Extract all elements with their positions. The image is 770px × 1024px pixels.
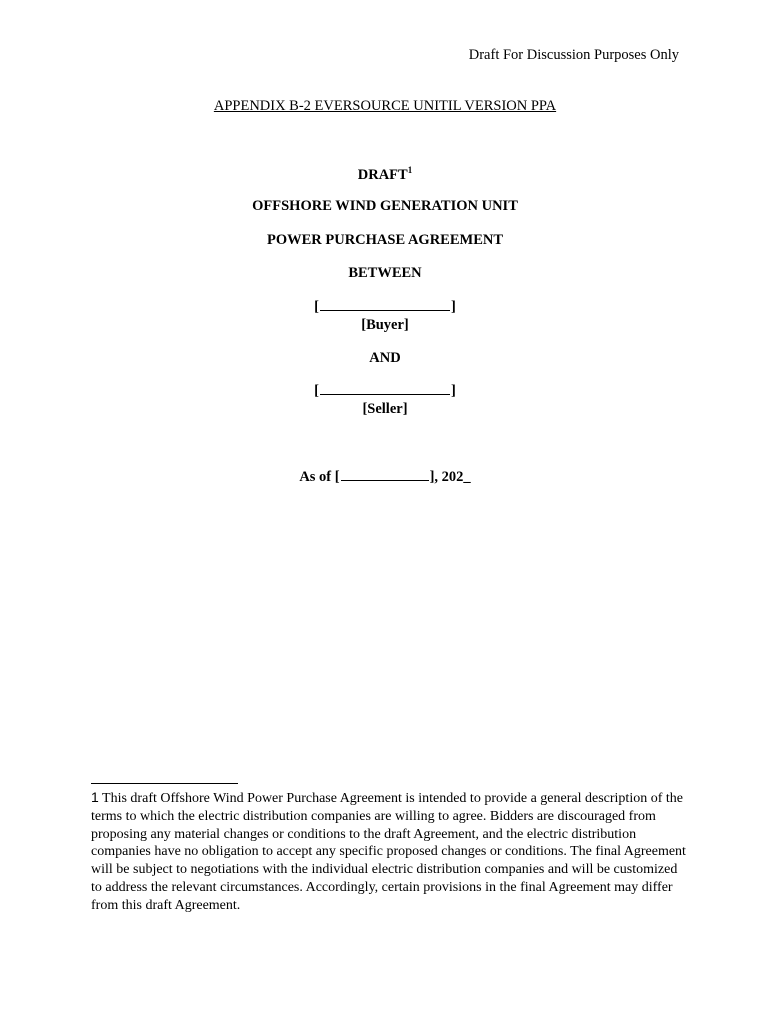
agreement-title-line-1: OFFSHORE WIND GENERATION UNIT: [252, 198, 518, 214]
blank-underline: [320, 298, 450, 311]
agreement-title-line-2: POWER PURCHASE AGREEMENT: [266, 232, 504, 248]
seller-label: [Seller]: [362, 401, 408, 417]
as-of-suffix: ], 202_: [429, 469, 471, 485]
bracket-close: ]: [451, 299, 456, 315]
blank-underline: [320, 382, 450, 395]
seller-name-blank: [0, 382, 770, 400]
header-note: Draft For Discussion Purposes Only: [468, 47, 679, 63]
footnote-separator: [91, 783, 238, 784]
bracket-open: [: [314, 299, 319, 315]
footnote: [91, 789, 691, 915]
buyer-name-blank: [0, 298, 770, 316]
footnote-reference[interactable]: 1: [407, 165, 413, 175]
and-label: AND: [369, 350, 401, 366]
footnote-text: This draft Offshore Wind Power Purchase Agreement is intended to provide a general description of the terms to which the electric distribution companies are willing to agree. Bidders are discouraged from proposing any material changes or conditions to the draft Agreement, and the electric distribution companies have no obligation to accept any specific proposed changes or conditions. The final Agreement will be subject to negotiations with the individual electric distribution companies and will be customized to address the relevant circumstances. Accordingly, certain provisions in the final Agreement may differ from this draft Agreement.: [91, 791, 686, 913]
footnote-number: 1: [91, 789, 99, 805]
appendix-title: APPENDIX B-2 EVERSOURCE UNITIL VERSION PPA: [213, 98, 557, 114]
draft-title: [0, 165, 770, 184]
as-of-prefix: As of [: [299, 469, 340, 485]
draft-label: DRAFT: [357, 167, 408, 183]
bracket-open: [: [314, 383, 319, 399]
date-blank-underline: [341, 468, 429, 481]
as-of-date-line: [0, 468, 770, 486]
buyer-label: [Buyer]: [361, 317, 409, 333]
bracket-close: ]: [451, 383, 456, 399]
between-label: BETWEEN: [348, 265, 422, 281]
